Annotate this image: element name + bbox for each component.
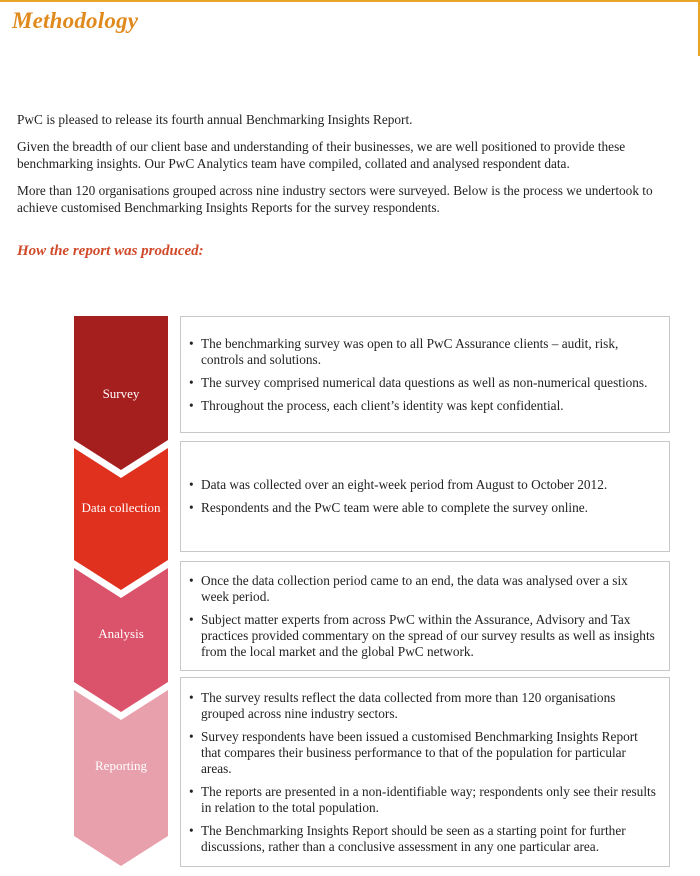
survey-bullet-2: • The survey comprised numerical data questions as well as non-numerical questions. bbox=[189, 375, 659, 391]
stage-label-data-collection: Data collection bbox=[81, 500, 161, 515]
intro-paragraph-1: PwC is pleased to release its fourth annual Benchmarking Insights Report. bbox=[17, 112, 413, 127]
stage-label-survey: Survey bbox=[102, 386, 140, 401]
data-collection-bullet-2: • Respondents and the PwC team were able to complete the survey online. bbox=[189, 500, 659, 516]
stage-box-analysis bbox=[180, 561, 670, 671]
reporting-bullet-4: • The Benchmarking Insights Report should be seen as a starting point for further discussions, rather than a conclusive assessment in any one particular area. bbox=[189, 823, 659, 855]
data-collection-bullet-1: • Data was collected over an eight-week period from August to October 2012. bbox=[189, 477, 659, 493]
process-heading: How the report was produced: bbox=[17, 243, 204, 259]
reporting-bullet-2: • Survey respondents have been issued a customised Benchmarking Insights Report that compares their business performance to that of the population for particular areas. bbox=[189, 729, 659, 777]
page-title: Methodology bbox=[12, 8, 139, 33]
analysis-bullet-1: • Once the data collection period came to an end, the data was analysed over a six week period. bbox=[189, 573, 659, 605]
survey-bullet-1: • The benchmarking survey was open to all PwC Assurance clients – audit, risk, controls and solutions. bbox=[189, 336, 659, 368]
intro-paragraph-2: Given the breadth of our client base and understanding of their businesses, we are well positioned to provide these benchmarking insights. Our PwC Analytics team have compiled, collated and analysed respondent data. bbox=[17, 139, 626, 171]
chevron-reporting bbox=[74, 690, 168, 866]
stage-label-analysis: Analysis bbox=[98, 626, 144, 641]
analysis-bullet-2: • Subject matter experts from across PwC within the Assurance, Advisory and Tax practices provided commentary on the spread of our survey results as well as insights from the local market and the global PwC network. bbox=[189, 612, 659, 660]
stage-box-survey bbox=[180, 316, 670, 433]
intro-paragraph-3: More than 120 organisations grouped across nine industry sectors were surveyed. Below is the process we undertook to achieve customised Benchmarking Insights Reports for the survey respondents. bbox=[17, 183, 653, 215]
reporting-bullet-3: • The reports are presented in a non-identifiable way; respondents only see their results in relation to the total population. bbox=[189, 784, 659, 816]
stage-box-reporting bbox=[180, 677, 670, 867]
stage-box-data-collection bbox=[180, 441, 670, 552]
stage-label-reporting: Reporting bbox=[95, 758, 147, 773]
survey-bullet-3: • Throughout the process, each client’s identity was kept confidential. bbox=[189, 398, 659, 414]
reporting-bullet-1: • The survey results reflect the data collected from more than 120 organisations grouped across nine industry sectors. bbox=[189, 690, 659, 722]
